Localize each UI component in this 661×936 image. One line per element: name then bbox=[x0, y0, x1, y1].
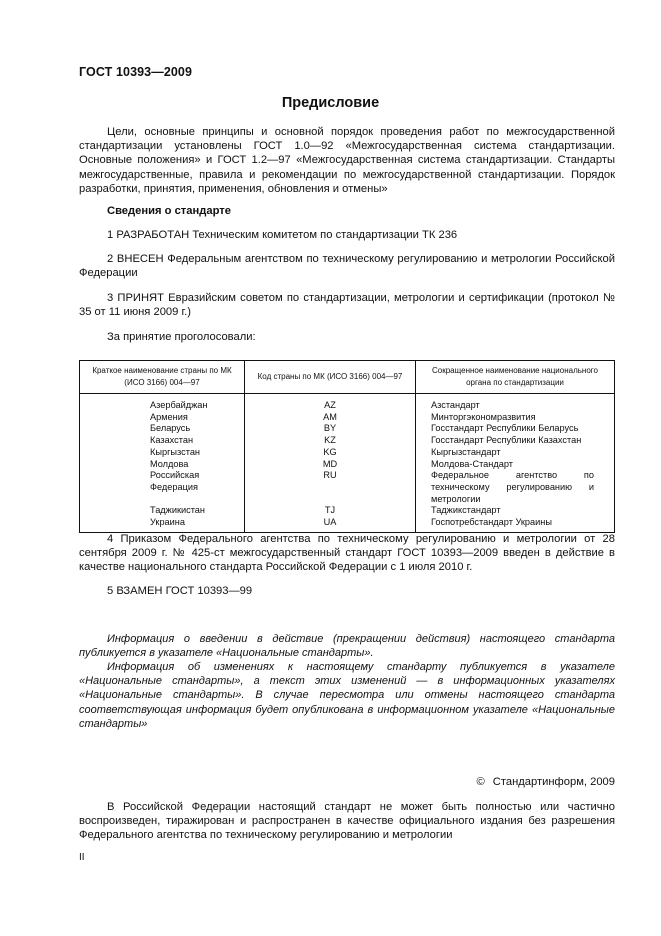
code-cell: KG bbox=[245, 447, 416, 459]
table-row bbox=[80, 505, 615, 517]
body-cell: Азстандарт bbox=[416, 394, 615, 412]
item-3 bbox=[79, 291, 615, 319]
table-row bbox=[80, 447, 615, 459]
header-body: Сокращенное наименование национального органа по стандартизации bbox=[416, 361, 615, 394]
table-row bbox=[80, 394, 615, 412]
code-cell: UA bbox=[245, 517, 416, 532]
header-country: Краткое наименование страны по МК (ИСО 3166) 004—97 bbox=[80, 361, 245, 394]
intro-paragraph bbox=[79, 125, 615, 196]
body-cell: Госстандарт Республики Беларусь bbox=[416, 423, 615, 435]
item-5-text: 5 ВЗАМЕН ГОСТ 10393—99 bbox=[107, 585, 253, 597]
item-3-text: 3 ПРИНЯТ Евразийским советом по стандартизации, метрологии и сертификации (протокол № 35 от 11 июня 2009 г.) bbox=[79, 292, 615, 319]
table-row bbox=[80, 470, 615, 505]
item-1-text: 1 РАЗРАБОТАН Техническим комитетом по стандартизации ТК 236 bbox=[107, 229, 458, 241]
body-cell: Федеральное агентство по техническому регулированию и метрологии bbox=[416, 470, 615, 505]
country-cell: Украина bbox=[80, 517, 245, 532]
code-cell: KZ bbox=[245, 435, 416, 447]
header-code: Код страны по МК (ИСО 3166) 004—97 bbox=[245, 361, 416, 394]
copyright-text: Стандартинформ, 2009 bbox=[492, 776, 615, 788]
body-cell: Госстандарт Республики Казахстан bbox=[416, 435, 615, 447]
vote-label-text: За принятие проголосовали: bbox=[107, 331, 256, 343]
body-cell: Молдова-Стандарт bbox=[416, 459, 615, 471]
table-row bbox=[80, 412, 615, 424]
country-cell: Молдова bbox=[80, 459, 245, 471]
table-header-row bbox=[80, 361, 615, 394]
code-cell: AZ bbox=[245, 394, 416, 412]
intro-text: Цели, основные принципы и основной порядок проведения работ по межгосударственной стандартизации установлены ГОСТ 1.0—92 «Межгосударственная система стандартизации. Основные положения» и ГОСТ 1.2—97 «Межгосударственная система стандартизации. Стандарты межгосударственные, правила и рекомендации по межгосударственной стандартизации. Порядок разработки, принятия, применения, обновления и отмены» bbox=[79, 126, 615, 195]
body-cell: Минторгэкономразвития bbox=[416, 412, 615, 424]
item-1 bbox=[79, 228, 615, 242]
body-cell: Таджикстандарт bbox=[416, 505, 615, 517]
page-number: II bbox=[79, 852, 85, 863]
country-cell: Беларусь bbox=[80, 423, 245, 435]
table-row bbox=[80, 423, 615, 435]
item-4-text: 4 Приказом Федерального агентства по техническому регулированию и метрологии от 28 сентября 2009 г. № 425-ст межгосударственный стандарт ГОСТ 10393—2009 введен в действие в качестве национального стандарта Российской Федерации с 1 июля 2010 г. bbox=[79, 533, 615, 574]
country-cell: Азербайджан bbox=[80, 394, 245, 412]
code-cell: RU bbox=[245, 470, 416, 505]
document-id: ГОСТ 10393—2009 bbox=[79, 65, 193, 79]
country-cell: Кыргызстан bbox=[80, 447, 245, 459]
copyright-symbol: © bbox=[476, 776, 485, 788]
voting-table bbox=[79, 360, 615, 533]
copyright bbox=[79, 776, 615, 788]
item-4 bbox=[79, 532, 615, 575]
country-cell: Армения bbox=[80, 412, 245, 424]
item-2-text: 2 ВНЕСЕН Федеральным агентством по техническому регулированию и метрологии Российской Федерации bbox=[79, 253, 615, 280]
info-paragraph-1 bbox=[79, 632, 615, 660]
code-cell: TJ bbox=[245, 505, 416, 517]
table-row bbox=[80, 459, 615, 471]
item-2 bbox=[79, 252, 615, 280]
code-cell: MD bbox=[245, 459, 416, 471]
item-5 bbox=[79, 584, 615, 598]
country-cell: Российская Федерация bbox=[80, 470, 245, 505]
country-cell: Казахстан bbox=[80, 435, 245, 447]
reproduction-notice bbox=[79, 800, 615, 843]
code-cell: AM bbox=[245, 412, 416, 424]
info-text-1: Информация о введении в действие (прекращении действия) настоящего стандарта публикуется в указателе «Национальные стандарты». bbox=[79, 633, 615, 660]
section-heading: Сведения о стандарте bbox=[107, 205, 231, 217]
country-cell: Таджикистан bbox=[80, 505, 245, 517]
body-cell: Кыргызстандарт bbox=[416, 447, 615, 459]
page-title: Предисловие bbox=[281, 95, 380, 111]
info-text-2: Информация об изменениях к настоящему стандарту публикуется в указателе «Национальные стандарты», а текст этих изменений — в информационных указателях «Национальные стандарты». В случае пересмотра или отмены настоящего стандарта соответствующая информация будет опубликована в информационном указателе «Национальные стандарты» bbox=[79, 661, 615, 730]
table-row bbox=[80, 435, 615, 447]
code-cell: BY bbox=[245, 423, 416, 435]
table-row bbox=[80, 517, 615, 532]
vote-label bbox=[79, 330, 615, 344]
body-cell: Госпотребстандарт Украины bbox=[416, 517, 615, 532]
info-paragraph-2 bbox=[79, 660, 615, 731]
notice-text: В Российской Федерации настоящий стандарт не может быть полностью или частично воспроизведен, тиражирован и распространен в качестве официального издания без разрешения Федерального агентства по техническому регулированию и метрологии bbox=[79, 801, 615, 842]
